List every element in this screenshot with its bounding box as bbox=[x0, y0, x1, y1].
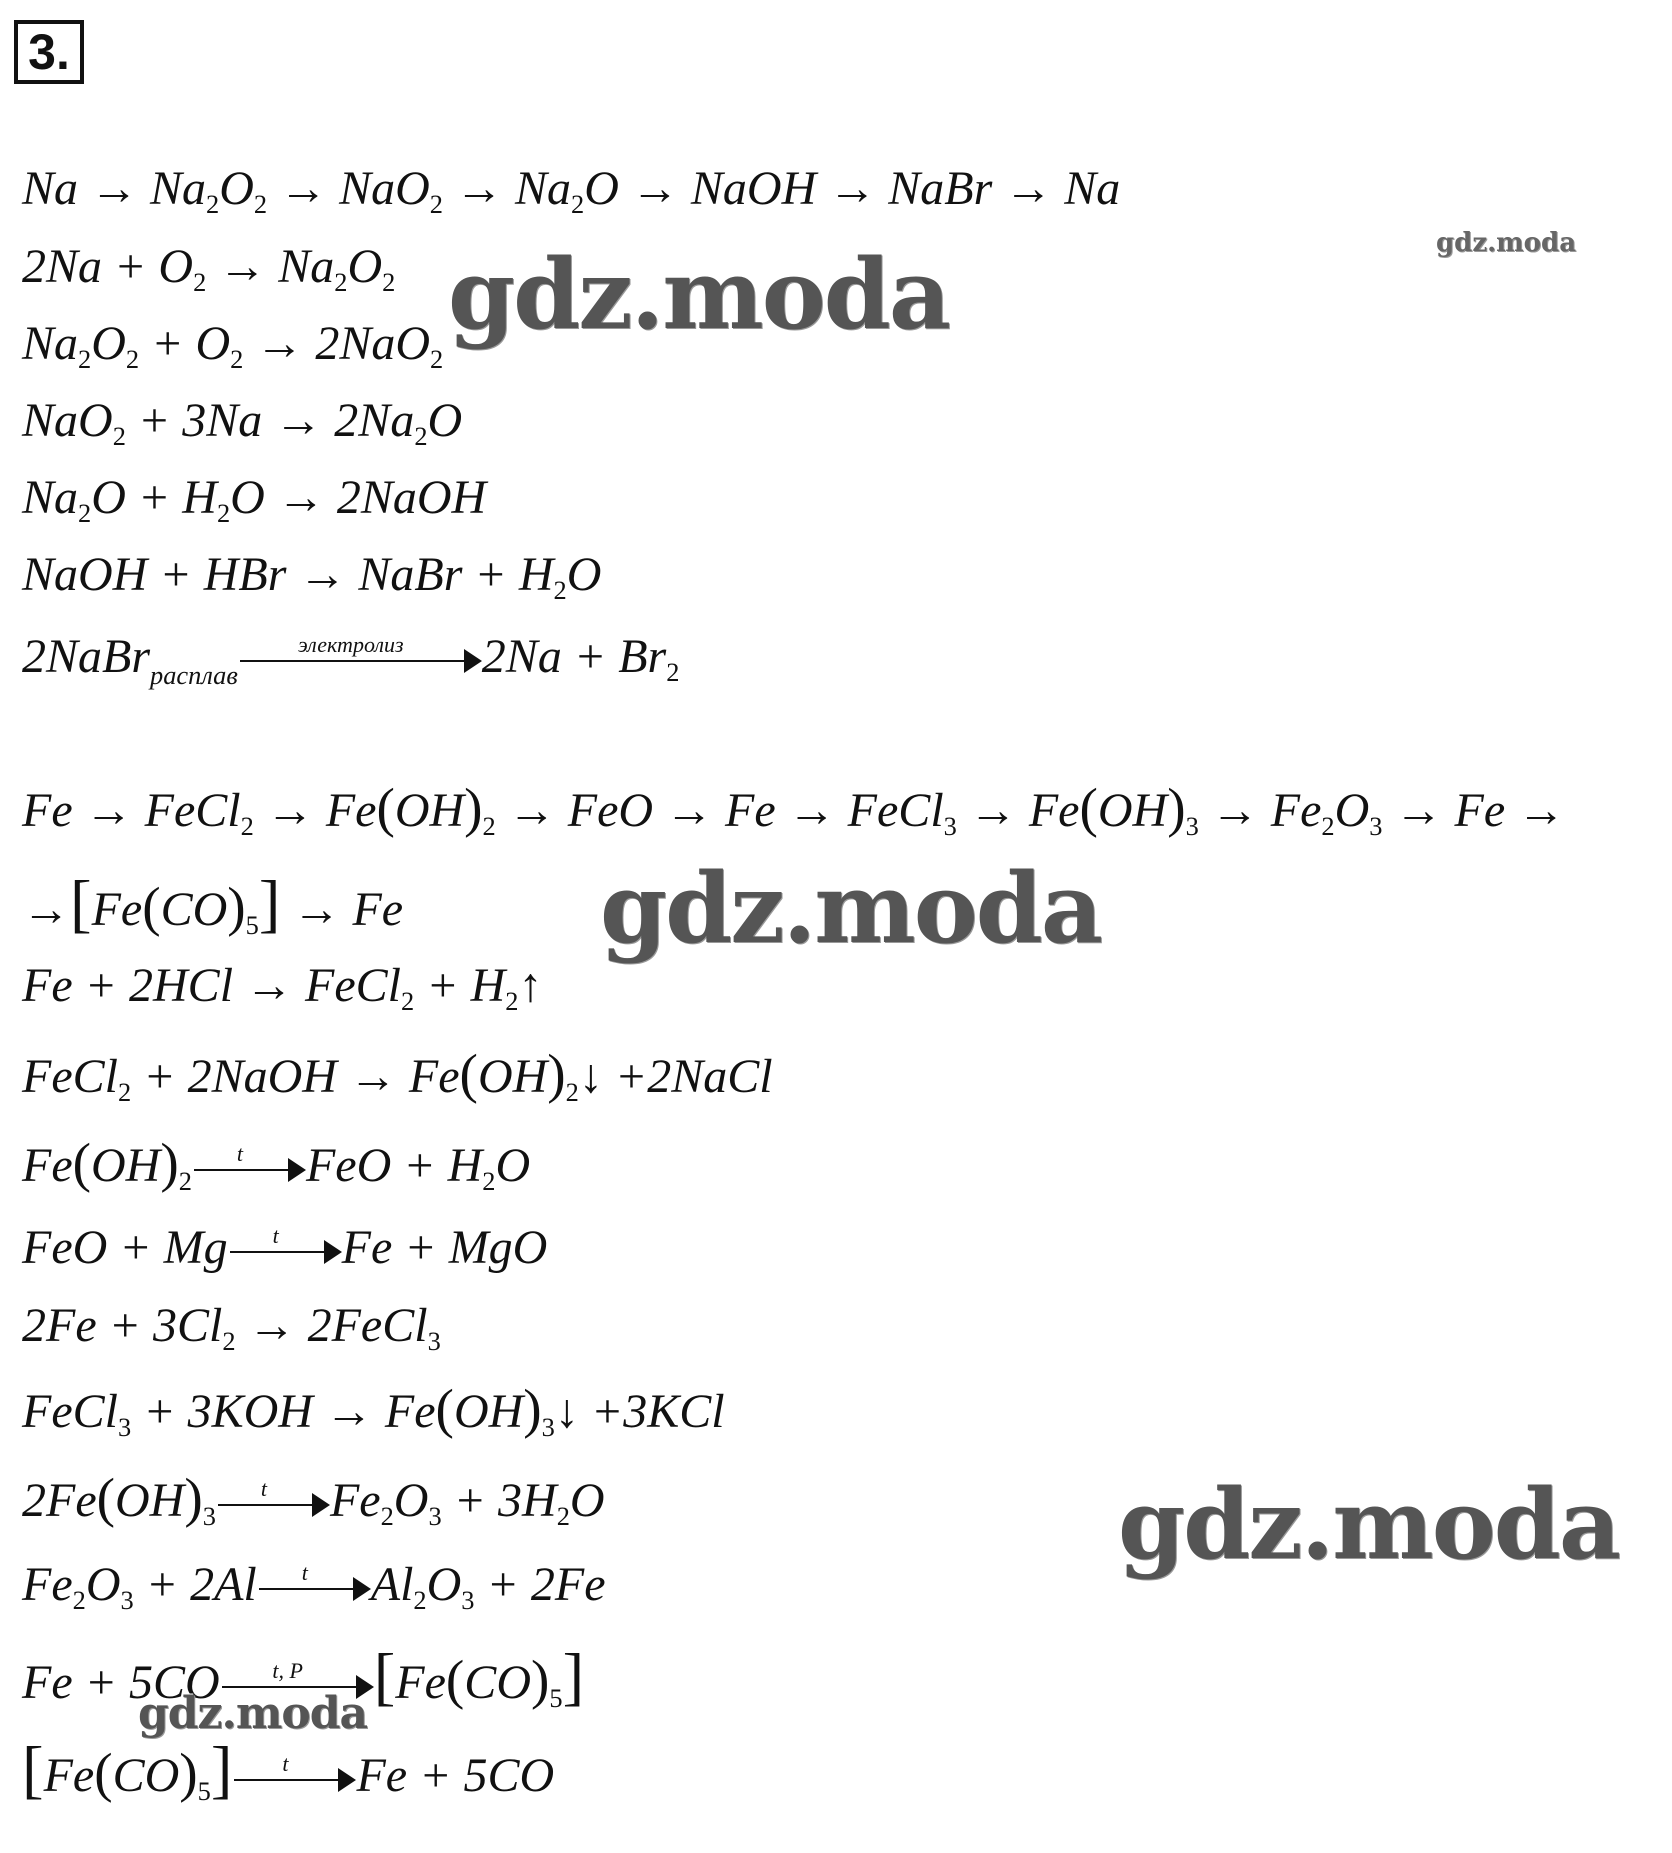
iron-chain-line-2: $\to[Fe(CO)_5] \to Fe$ bbox=[22, 868, 404, 941]
reaction-9: $Fe(OH)_2$ t FeO + $H_2O$ bbox=[22, 1132, 531, 1197]
arrow-heat: t bbox=[259, 1588, 369, 1590]
reaction-11: $2Fe + 3Cl_2$ → 2FeCl$_3$ bbox=[22, 1299, 441, 1357]
reaction-1: $2Na + O_2 \to Na_2O_2$ bbox=[22, 240, 396, 298]
watermark: gdz.moda bbox=[138, 1688, 368, 1739]
reaction-12: FeCl$_3$ + $3KOH \to Fe(OH)_3↓ +3KCl$ bbox=[22, 1378, 725, 1443]
arrow-heat-pressure: t, P bbox=[222, 1686, 372, 1688]
watermark: gdz.moda bbox=[448, 238, 950, 351]
reaction-10: FeO + Mg t Fe + MgO bbox=[22, 1221, 548, 1274]
watermark: gdz.moda bbox=[600, 852, 1102, 965]
reaction-4: $Na_2O + H_2O$ → 2NaOH bbox=[22, 471, 487, 529]
reaction-13: $2Fe(OH)_3$ t $Fe_2O_3 + 3H_2O$ bbox=[22, 1467, 605, 1532]
arrow-heat: t bbox=[194, 1169, 304, 1171]
reaction-15: Fe + 5CO t, P $[Fe(CO)_5]$ bbox=[22, 1641, 585, 1714]
reaction-6: 2NaBr$_{расплав}$ электролиз $2Na + Br_2$ bbox=[22, 630, 680, 690]
iron-chain-line-1: Fe → FeCl$_2$ → $Fe(OH)_2$ → FeO → Fe → FeCl$_3$ → $Fe(OH)_3 \to Fe_2O_3 \to Fe$ → bbox=[22, 777, 1566, 842]
watermark: gdz.moda bbox=[1118, 1468, 1620, 1581]
arrow-electrolysis bbox=[240, 631, 480, 662]
reaction-3: $NaO_2 + 3Na \to 2Na_2O$ bbox=[22, 394, 463, 452]
reaction-5: NaOH + HBr → NaBr + $H_2O$ bbox=[22, 548, 602, 606]
reaction-16: $[Fe(CO)_5]$ t Fe + 5CO bbox=[22, 1734, 555, 1807]
condition-label: электролиз bbox=[298, 631, 404, 657]
reaction-2: $Na_2O_2 + O_2 \to 2NaO_2$ bbox=[22, 317, 444, 375]
reaction-8: FeCl$_2$ + 2NaOH → $Fe(OH)_2↓$ +2NaCl bbox=[22, 1043, 773, 1108]
arrow-heat: t bbox=[230, 1251, 340, 1253]
task-number: 3. bbox=[14, 20, 84, 84]
arrow-heat: t bbox=[234, 1779, 354, 1781]
sodium-chain: $Na \to Na_2O_2 \to NaO_2 \to Na_2O$ → NaOH → NaBr → Na bbox=[22, 162, 1121, 220]
arrow-heat: t bbox=[218, 1504, 328, 1506]
reaction-14: $Fe_2O_3 + 2Al$ t $Al_2O_3 + 2Fe$ bbox=[22, 1558, 606, 1616]
reaction-7: Fe + 2HCl → FeCl$_2$ + $H_2↑$ bbox=[22, 959, 543, 1017]
watermark: gdz.moda bbox=[1436, 228, 1577, 258]
